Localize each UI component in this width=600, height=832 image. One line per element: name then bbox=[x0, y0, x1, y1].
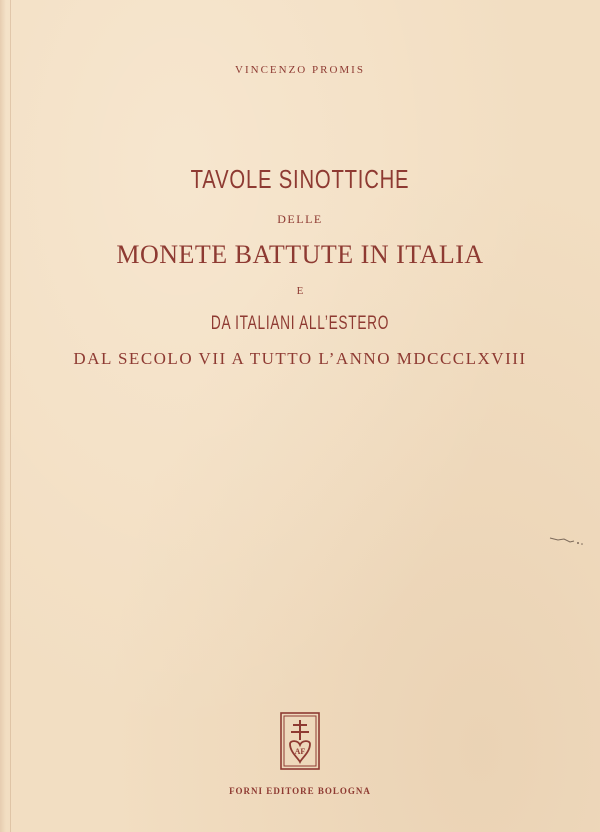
title-line-1: TAVOLE SINOTTICHE bbox=[190, 164, 410, 194]
title-line-2: MONETE BATTUTE IN ITALIA bbox=[116, 240, 484, 269]
publisher-name: FORNI EDITORE BOLOGNA bbox=[229, 786, 371, 796]
connector-delle: DELLE bbox=[277, 212, 323, 226]
title-line-3: DA ITALIANI ALL’ESTERO bbox=[210, 313, 390, 334]
ink-smudge-mark bbox=[548, 532, 592, 550]
page-edge-shadow bbox=[0, 0, 6, 832]
emblem-monogram: AF bbox=[294, 747, 306, 756]
subtitle: DAL SECOLO VII A TUTTO L’ANNO MDCCCLXVIII bbox=[73, 349, 527, 368]
publisher-emblem-icon bbox=[280, 712, 320, 770]
connector-e: E bbox=[296, 285, 304, 297]
author-name: VINCENZO PROMIS bbox=[235, 64, 365, 76]
fold-line bbox=[10, 0, 11, 832]
